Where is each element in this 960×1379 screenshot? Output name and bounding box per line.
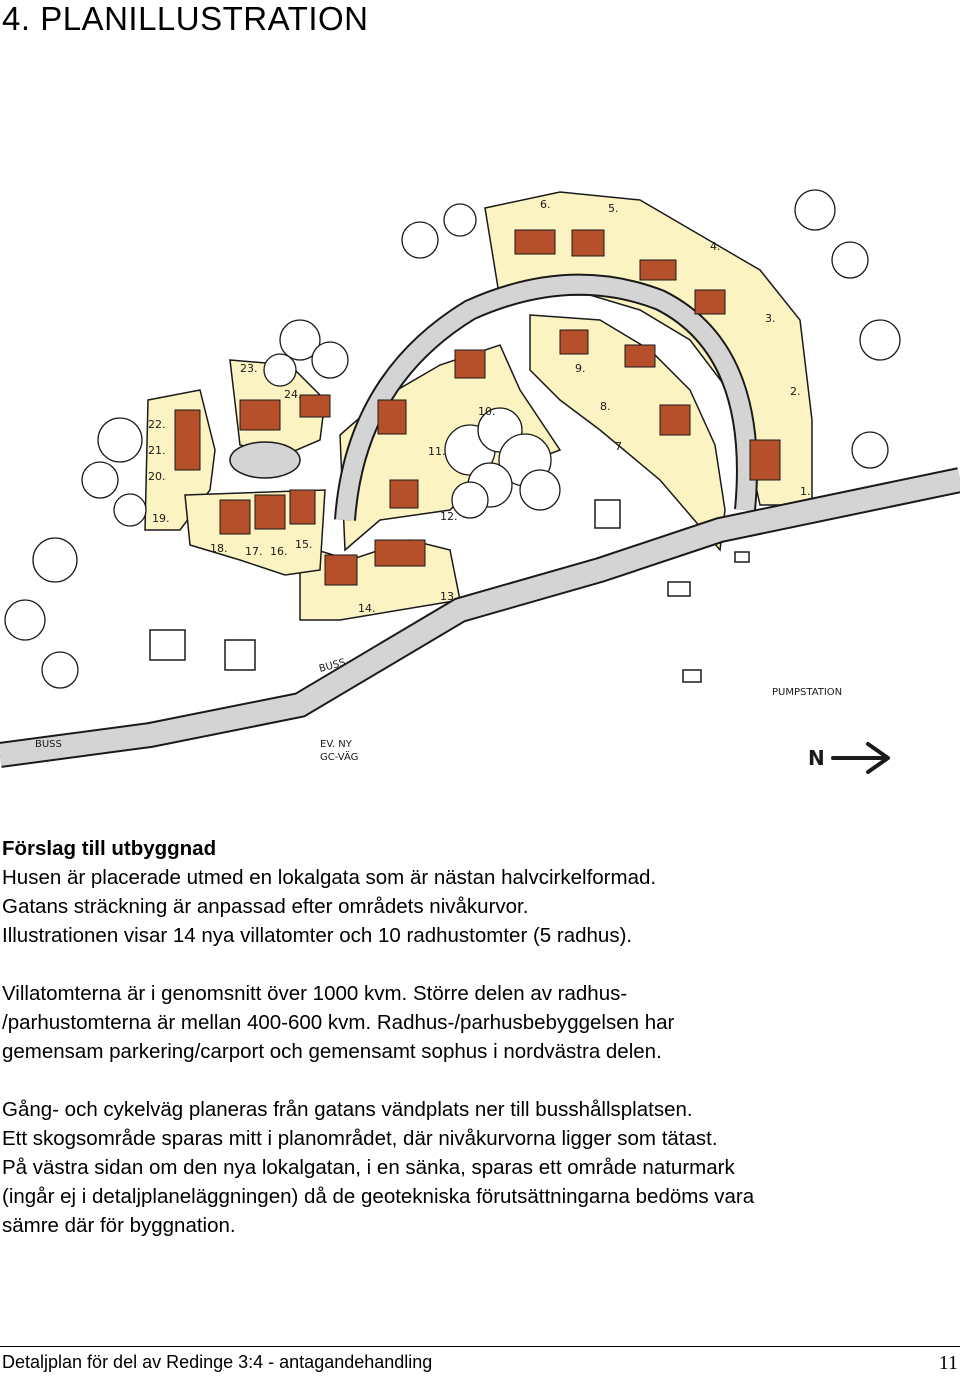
lot-number: 4. xyxy=(710,240,721,253)
proposal-text xyxy=(2,834,952,1240)
svg-text:N: N xyxy=(808,746,825,770)
lot-number: 8. xyxy=(600,400,611,413)
lot-number: 1. xyxy=(800,485,811,498)
main-road xyxy=(0,480,960,755)
lot-number: 3. xyxy=(765,312,776,325)
footer xyxy=(0,1352,960,1376)
lot-number: 23. xyxy=(240,362,258,375)
footer-rule xyxy=(0,1346,960,1347)
footer-document-title: Detaljplan för del av Redinge 3:4 - antagandehandling xyxy=(2,1352,433,1372)
text-line: Villatomterna är i genomsnitt över 1000 kvm. Större delen av radhus- xyxy=(2,982,628,1005)
lot-number: 24. xyxy=(284,388,302,401)
path-note-2: GC-VÄG xyxy=(320,752,359,763)
text-line: Ett skogsområde sparas mitt i planområdet, där nivåkurvorna ligger som tätast. xyxy=(2,1127,718,1150)
bus-label-stop: BUSS xyxy=(35,739,62,750)
lot-number: 5. xyxy=(608,202,619,215)
text-line: Gång- och cykelväg planeras från gatans vändplats ner till busshållsplatsen. xyxy=(2,1098,693,1121)
lot-number: 17. xyxy=(245,545,263,558)
lot-number: 19. xyxy=(152,512,170,525)
lot-number: 6. xyxy=(540,198,551,211)
north-arrow xyxy=(808,744,888,772)
lot-number: 14. xyxy=(358,602,376,615)
text-line: sämre där för byggnation. xyxy=(2,1214,236,1237)
lot-number: 10. xyxy=(478,405,496,418)
pump-station-label: PUMPSTATION xyxy=(772,687,843,698)
text-line: Husen är placerade utmed en lokalgata som är nästan halvcirkelformad. xyxy=(2,866,657,889)
lot-number: 11. xyxy=(428,445,446,458)
lot-number: 16. xyxy=(270,545,288,558)
lot-number: 12. xyxy=(440,510,458,523)
text-line: (ingår ej i detaljplaneläggningen) då de geotekniska förutsättningarna bedöms vara xyxy=(2,1185,755,1208)
lot-number: 9. xyxy=(575,362,586,375)
text-line: Gatans sträckning är anpassad efter områdets nivåkurvor. xyxy=(2,895,529,918)
lot-number: 13. xyxy=(440,590,458,603)
bus-label-road: BUSS xyxy=(317,657,347,675)
lot-number: 18. xyxy=(210,542,228,555)
lot-number: 2. xyxy=(790,385,801,398)
text-line: På västra sidan om den nya lokalgatan, i en sänka, sparas ett område naturmark xyxy=(2,1156,735,1179)
section-heading: Förslag till utbyggnad xyxy=(2,837,217,860)
lot-number: 7. xyxy=(615,440,626,453)
path-note-1: EV. NY xyxy=(320,739,352,750)
lot-number: 20. xyxy=(148,470,166,483)
site-plan-illustration xyxy=(0,150,960,810)
page-title: 4. PLANILLUSTRATION xyxy=(2,0,369,37)
lot-number: 21. xyxy=(148,444,166,457)
lot-number: 15. xyxy=(295,538,313,551)
page-number: 11 xyxy=(938,1352,958,1374)
lot-number: 22. xyxy=(148,418,166,431)
text-line: /parhustomterna är mellan 400-600 kvm. Radhus-/parhusbebyggelsen har xyxy=(2,1011,675,1034)
text-line: Illustrationen visar 14 nya villatomter och 10 radhustomter (5 radhus). xyxy=(2,924,633,947)
text-line: gemensam parkering/carport och gemensamt sophus i nordvästra delen. xyxy=(2,1040,662,1063)
